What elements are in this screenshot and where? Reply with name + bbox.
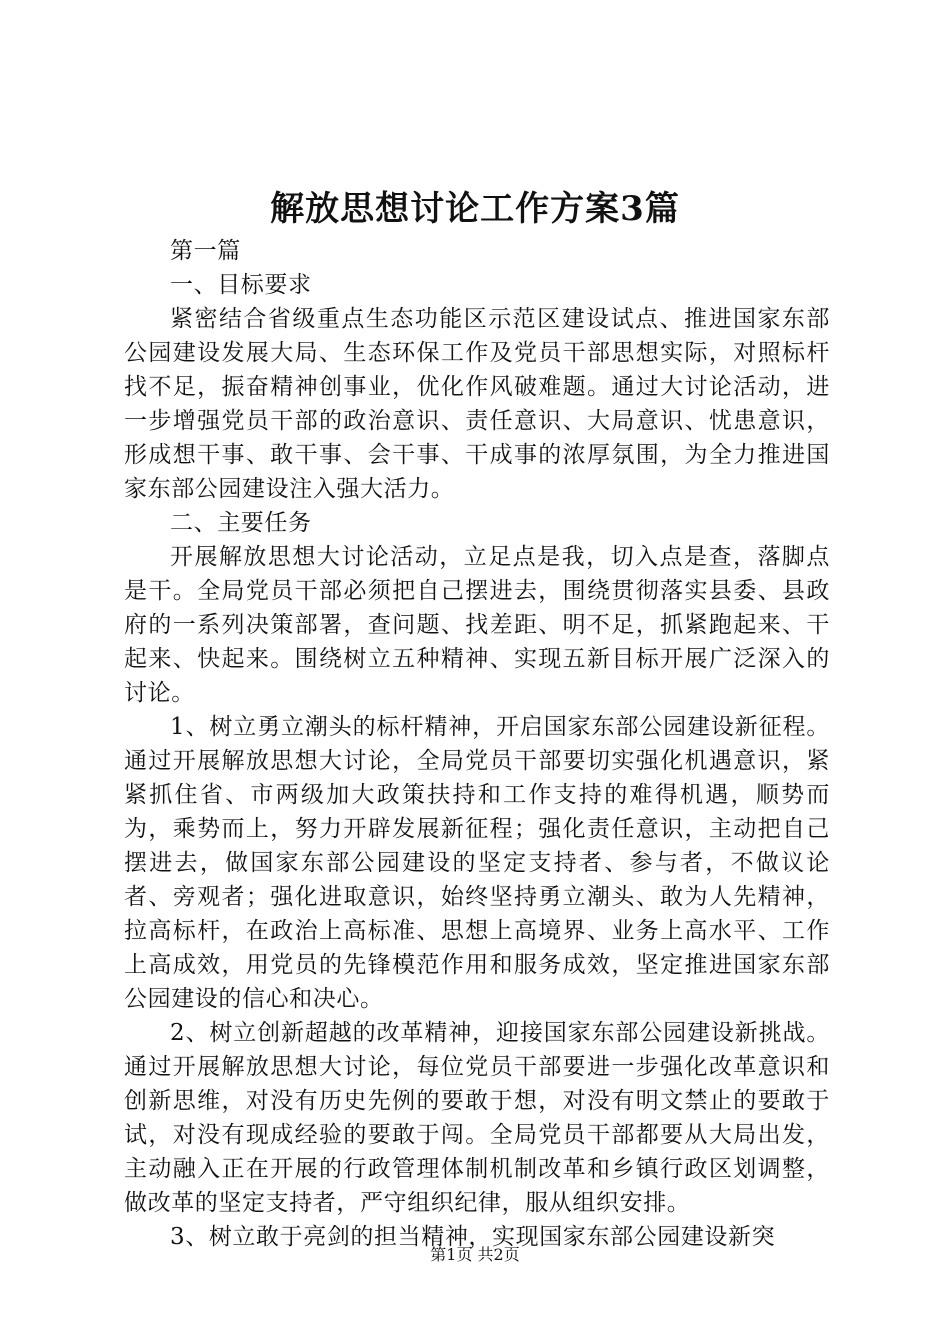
paragraph-goals: 紧密结合省级重点生态功能区示范区建设试点、推进国家东部公园建设发展大局、生态环保工作及党员干部思想实际，对照标杆找不足，振奋精神创事业，优化作风破难题。通过大讨论活动，进一步增强党员干部的政治意识、责任意识、大局意识、忧患意识，形成想干事、敢干事、会干事、干成事的浓厚氛围，为全力推进国家东部公园建设注入强大活力。: [124, 306, 830, 502]
document-body: [124, 234, 830, 1254]
section-heading-goals: 一、目标要求: [170, 272, 312, 298]
section-heading-part: 第一篇: [170, 238, 241, 264]
paragraph-item-1: 1、树立勇立潮头的标杆精神，开启国家东部公园建设新征程。通过开展解放思想大讨论，全局党员干部要切实强化机遇意识，紧紧抓住省、市两级加大政策扶持和工作支持的难得机遇，顺势而为，乘势而上，努力开辟发展新征程；强化责任意识，主动把自己摆进去，做国家东部公园建设的坚定支持者、参与者，不做议论者、旁观者；强化进取意识，始终坚持勇立潮头、敢为人先精神，拉高标杆，在政治上高标准、思想上高境界、业务上高水平、工作上高成效，用党员的先锋模范作用和服务成效，坚定推进国家东部公园建设的信心和决心。: [124, 714, 830, 1012]
paragraph-tasks: 开展解放思想大讨论活动，立足点是我，切入点是查，落脚点是干。全局党员干部必须把自己摆进去，围绕贯彻落实县委、县政府的一系列决策部署，查问题、找差距、明不足，抓紧跑起来、干起来、快起来。围绕树立五种精神、实现五新目标开展广泛深入的讨论。: [124, 544, 830, 706]
paragraph-item-3: 3、树立敢于亮剑的担当精神，实现国家东部公园建设新突: [170, 1224, 776, 1250]
document-title: 解放思想讨论工作方案3篇: [270, 189, 680, 229]
paragraph-item-2: 2、树立创新超越的改革精神，迎接国家东部公园建设新挑战。通过开展解放思想大讨论，每位党员干部要进一步强化改革意识和创新思维，对没有历史先例的要敢于想，对没有明文禁止的要敢于试，对没有现成经验的要敢于闯。全局党员干部都要从大局出发，主动融入正在开展的行政管理体制机制改革和乡镇行政区划调整，做改革的坚定支持者，严守组织纪律，服从组织安排。: [124, 1020, 830, 1216]
page-footer: 第1页 共2页: [430, 1245, 520, 1264]
section-heading-tasks: 二、主要任务: [170, 510, 312, 536]
